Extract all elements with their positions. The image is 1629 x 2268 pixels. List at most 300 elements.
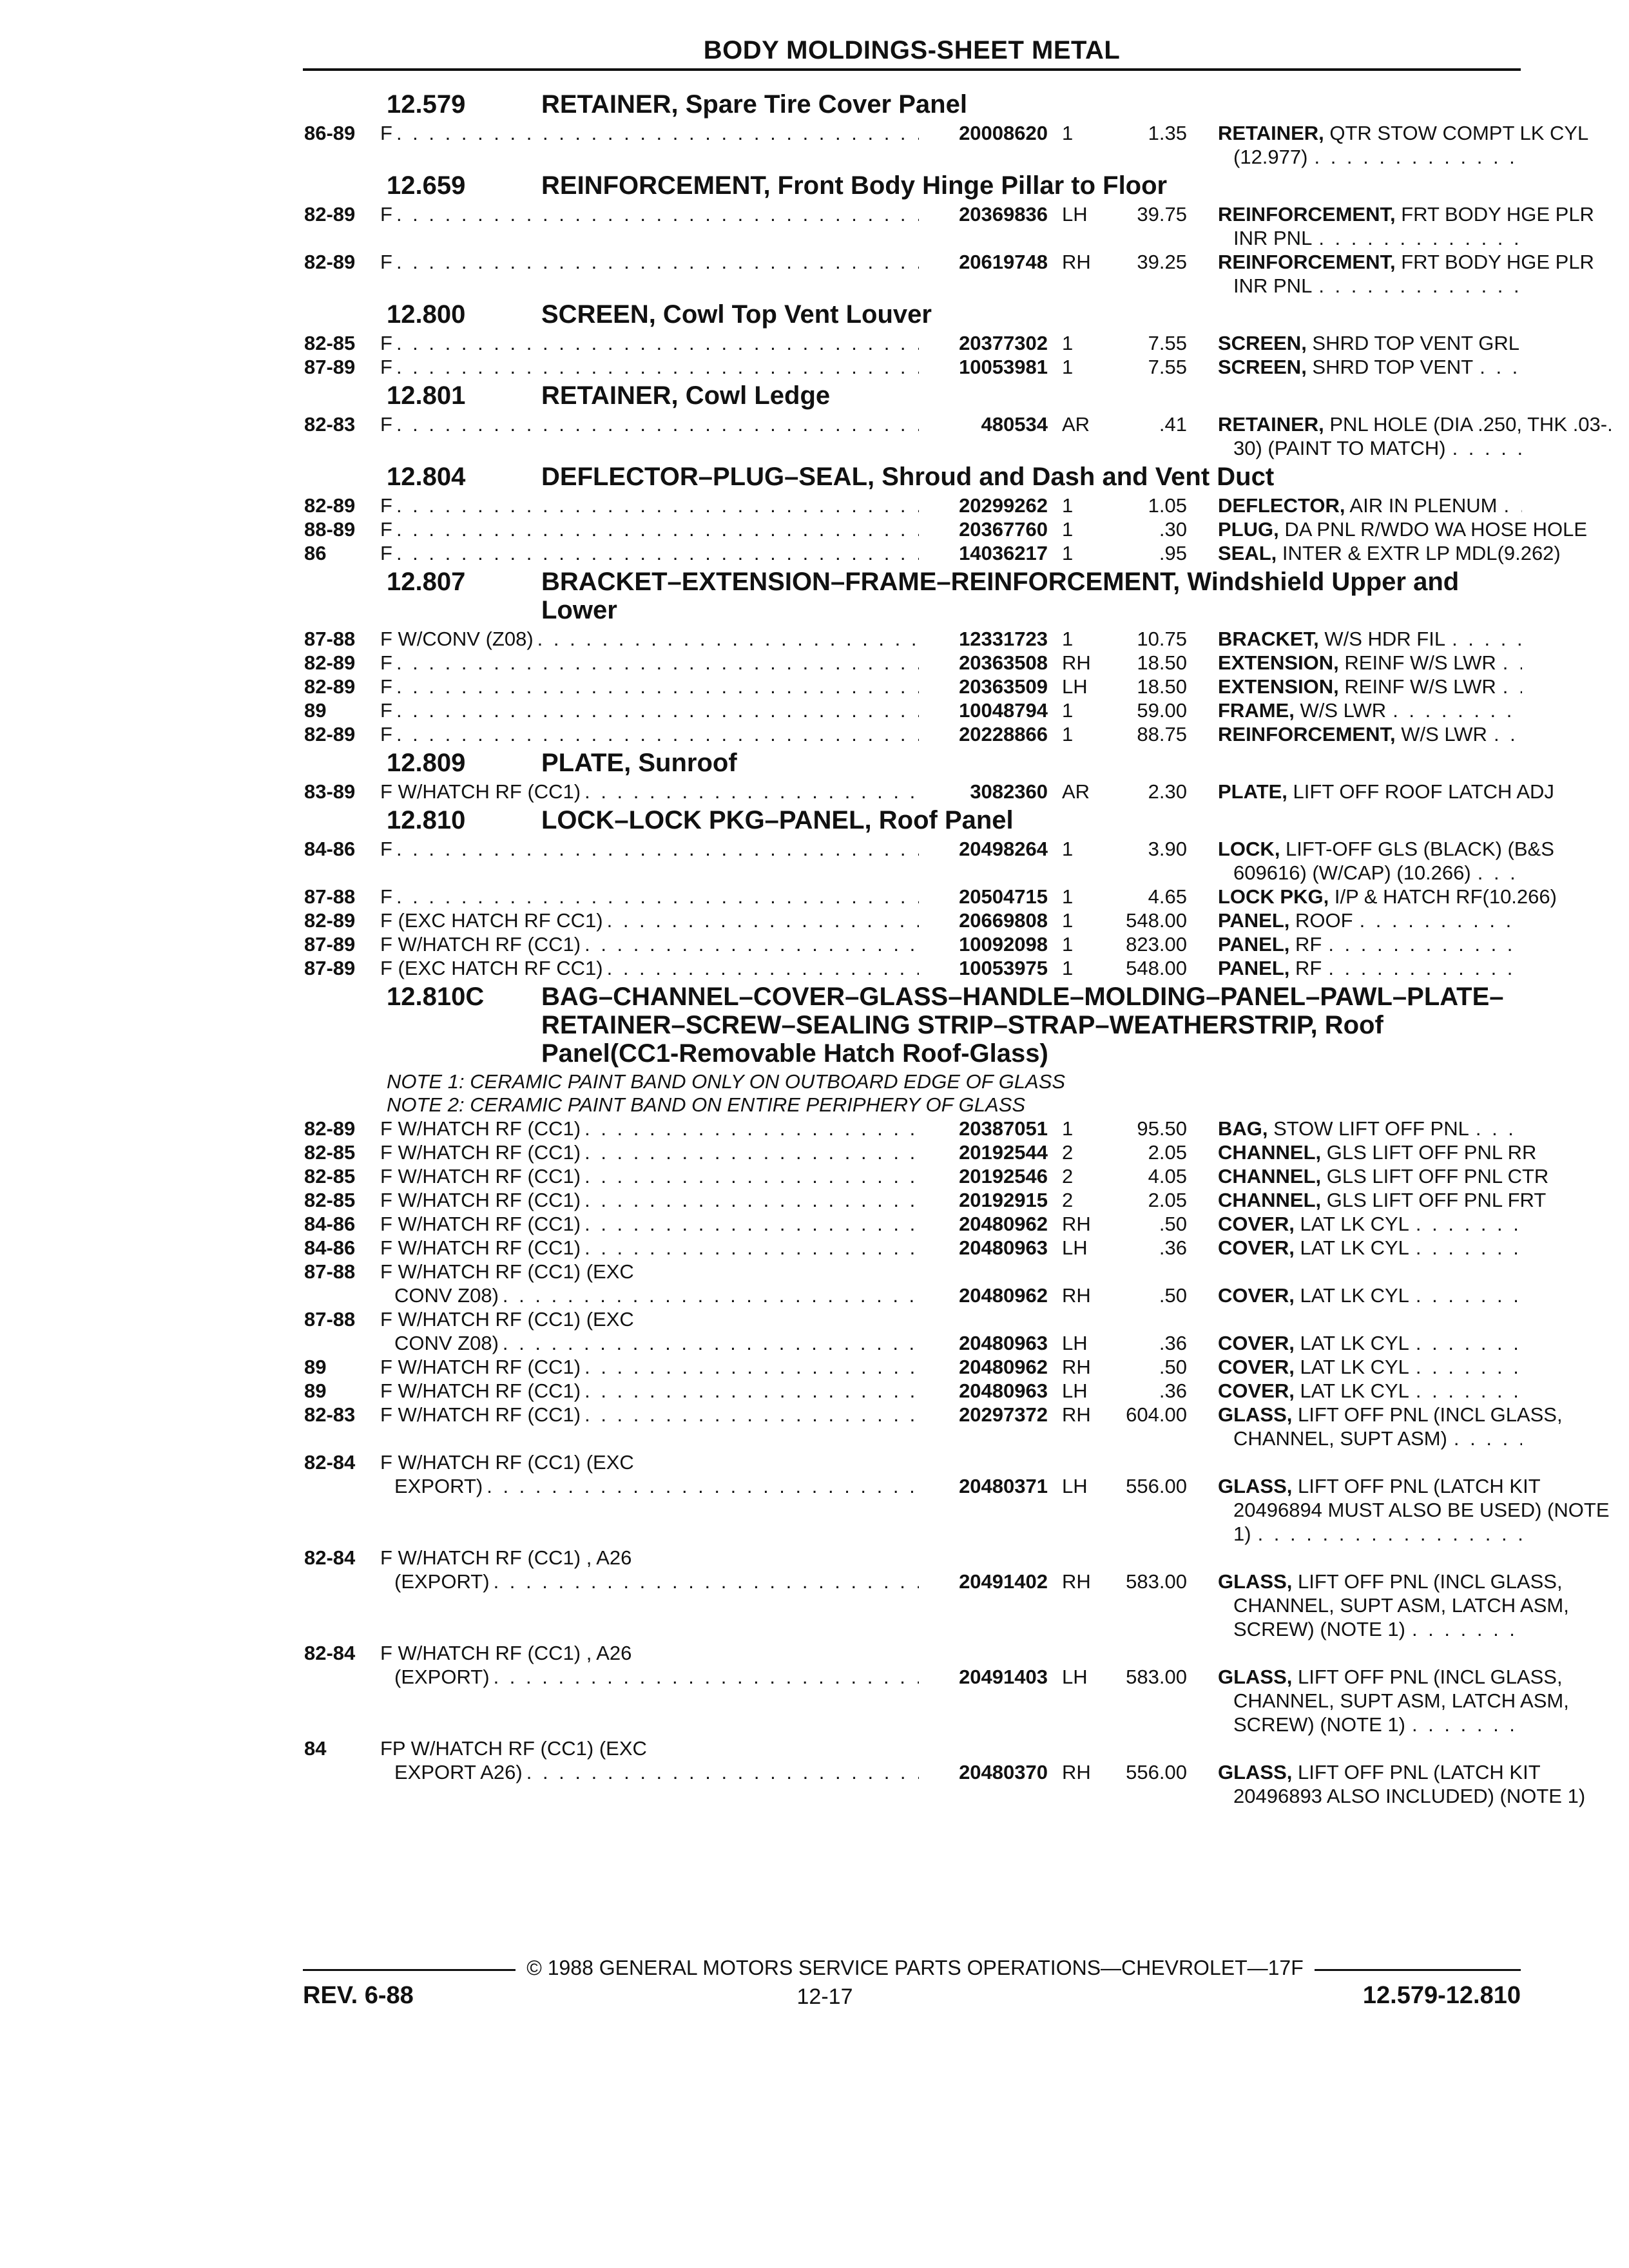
model-cell (380, 956, 1048, 980)
model-years: 84-86 (304, 1236, 356, 1259)
description-text (1218, 780, 1554, 803)
part-detail: LIFT OFF PNL (INCL GLASS, (1292, 1570, 1563, 1593)
part-number: 20480962 (959, 1356, 1048, 1378)
description-text (1218, 1188, 1546, 1212)
model-line (380, 627, 1048, 651)
part-name: PLUG, (1218, 518, 1279, 541)
model-line (380, 1760, 1048, 1784)
quantity: LH (1062, 1475, 1088, 1497)
quantity: 1 (1062, 838, 1074, 860)
model-text: F W/HATCH RF (CC1) , A26 (380, 1642, 632, 1664)
dot-leader (392, 722, 919, 746)
model-line (380, 780, 1048, 803)
model-cell (380, 675, 1048, 698)
description (1187, 1736, 1586, 1808)
part-number: 10053981 (959, 356, 1048, 378)
part-name: SCREEN, (1218, 332, 1307, 354)
model-cell (380, 250, 1048, 298)
description (1187, 1546, 1569, 1641)
model-cell (380, 1188, 1048, 1212)
part-row (304, 1379, 1522, 1403)
dot-leader (499, 1331, 919, 1355)
dot-leader (1496, 675, 1522, 698)
dot-leader (1498, 494, 1523, 517)
part-row (304, 517, 1588, 541)
description-text (1218, 1140, 1536, 1164)
model-line (380, 202, 1048, 226)
model-line (380, 1355, 1048, 1379)
model-text: F W/HATCH RF (CC1) (EXC (380, 1451, 634, 1474)
model-line (380, 1474, 1048, 1498)
description-text (1218, 1760, 1541, 1784)
dot-leader (581, 1403, 919, 1427)
description-text (1218, 121, 1588, 145)
part-detail: ROOF (1289, 909, 1353, 932)
part-detail: FRT BODY HGE PLR (1395, 251, 1594, 273)
part-name: REINFORCEMENT, (1218, 723, 1396, 745)
dot-leader (1548, 1164, 1555, 1188)
description-line (1218, 1570, 1563, 1593)
part-detail: LAT LK CYL (1294, 1356, 1409, 1378)
part-name: FRAME, (1218, 699, 1295, 722)
description-text (1218, 885, 1557, 908)
part-detail: QTR STOW COMPT LK CYL (1324, 122, 1589, 144)
model-years: 86-89 (304, 122, 356, 144)
model-text: F W/HATCH RF (CC1) (380, 1165, 581, 1187)
description-line (1218, 250, 1594, 274)
group-header (304, 171, 1522, 200)
quantity: RH (1062, 1284, 1091, 1307)
group-code: 12.579 (387, 90, 466, 119)
model-line (380, 1403, 1048, 1427)
description-line (1218, 1140, 1537, 1164)
description (1187, 1140, 1537, 1164)
description-text (1218, 722, 1487, 746)
part-number: 20363508 (959, 651, 1048, 674)
model-cell (380, 412, 1048, 460)
part-name: DEFLECTOR, (1218, 494, 1345, 517)
part-number: 14036217 (959, 542, 1048, 564)
description-line (1218, 1355, 1522, 1379)
group-header (304, 749, 1522, 777)
model-text: (EXPORT) (394, 1570, 490, 1593)
model-years: 82-89 (304, 675, 356, 698)
model-years: 82-89 (304, 494, 356, 517)
dot-leader (603, 908, 919, 932)
model-years: 82-89 (304, 651, 356, 674)
model-years: 82-84 (304, 1546, 356, 1569)
dot-leader (534, 627, 919, 651)
group-title: BRACKET–EXTENSION–FRAME–REINFORCEMENT, Windshield Upper and Lower (541, 568, 1460, 624)
part-name: SEAL, (1218, 542, 1277, 564)
description-line (1218, 1283, 1522, 1307)
description-text (1218, 1474, 1541, 1498)
part-number: 20192915 (959, 1189, 1048, 1211)
group-title: RETAINER, Cowl Ledge (541, 381, 831, 410)
dot-leader (1473, 355, 1522, 379)
price: 39.25 (1137, 251, 1187, 273)
dot-leader (392, 517, 919, 541)
price: 548.00 (1126, 957, 1187, 979)
model-text: F (380, 122, 392, 144)
description-line (1218, 517, 1588, 541)
description (1187, 541, 1561, 565)
description-line (1218, 1617, 1522, 1641)
part-number: 10048794 (959, 699, 1048, 722)
model-line (380, 412, 1048, 436)
description (1187, 1260, 1522, 1307)
dot-leader (1585, 1784, 1592, 1808)
model-line (380, 355, 1048, 379)
model-text: F W/HATCH RF (CC1) (380, 1356, 581, 1378)
part-row (304, 121, 1589, 169)
part-detail: GLS LIFT OFF PNL RR (1321, 1141, 1537, 1164)
dot-leader (523, 1760, 919, 1784)
model-text: F (380, 494, 392, 517)
quantity: RH (1062, 1356, 1091, 1378)
dot-leader (1587, 517, 1594, 541)
dot-leader (392, 331, 919, 355)
group-code: 12.810 (387, 806, 466, 834)
part-row (304, 1117, 1522, 1140)
description (1187, 355, 1522, 379)
part-number: 20367760 (959, 518, 1048, 541)
group-code: 12.800 (387, 300, 466, 329)
part-number: 20480370 (959, 1761, 1048, 1783)
description-line (1218, 1593, 1569, 1617)
description-text (1218, 698, 1386, 722)
price: .36 (1159, 1379, 1187, 1402)
dot-leader (1312, 274, 1522, 298)
model-cell (380, 1450, 1048, 1546)
dot-leader (1546, 1188, 1552, 1212)
part-name: REINFORCEMENT, (1218, 203, 1396, 226)
description-line (1218, 1498, 1610, 1522)
group-header (304, 463, 1522, 491)
description-line (1218, 932, 1522, 956)
dot-leader (581, 780, 919, 803)
dot-leader (392, 885, 919, 908)
model-line (380, 541, 1048, 565)
group-header (304, 983, 1522, 1068)
price: 7.55 (1148, 332, 1187, 354)
price: .95 (1159, 542, 1187, 564)
model-cell (380, 722, 1048, 746)
group-header (304, 568, 1522, 624)
dot-leader (581, 1379, 919, 1403)
description (1187, 956, 1522, 980)
description-line (1218, 1784, 1586, 1808)
price: 583.00 (1126, 1666, 1187, 1688)
part-name: BRACKET, (1218, 628, 1319, 650)
group-code: 12.659 (387, 171, 466, 200)
quantity: 1 (1062, 628, 1074, 650)
model-years: 89 (304, 1379, 327, 1402)
part-number: 20498264 (959, 838, 1048, 860)
model-line (380, 1641, 1048, 1665)
quantity: RH (1062, 1213, 1091, 1235)
model-line (380, 1212, 1048, 1236)
price: 10.75 (1137, 628, 1187, 650)
dot-leader (483, 1474, 919, 1498)
model-line (380, 1117, 1048, 1140)
model-text: F W/HATCH RF (CC1) (380, 1236, 581, 1259)
model-years: 88-89 (304, 518, 356, 541)
description-text (1218, 837, 1554, 861)
price: 59.00 (1137, 699, 1187, 722)
model-cell (380, 837, 1048, 885)
description (1187, 780, 1554, 803)
part-name: COVER, (1218, 1332, 1295, 1354)
part-name: RETAINER, (1218, 122, 1324, 144)
dot-leader (1519, 331, 1526, 355)
model-line (380, 1236, 1048, 1260)
part-row (304, 1164, 1549, 1188)
group-title: DEFLECTOR–PLUG–SEAL, Shroud and Dash and Vent Duct (541, 463, 1275, 491)
model-line (380, 121, 1048, 145)
model-text: F (380, 356, 392, 378)
price: 39.75 (1137, 203, 1187, 226)
part-number: 20387051 (959, 1117, 1048, 1140)
part-name: COVER, (1218, 1356, 1295, 1378)
part-row (304, 1736, 1586, 1808)
model-years: 82-89 (304, 1117, 356, 1140)
description-text: 1) (1233, 1523, 1251, 1545)
description-text (1218, 1403, 1563, 1427)
dot-leader (1469, 1117, 1522, 1140)
price: 95.50 (1137, 1117, 1187, 1140)
model-text: FP W/HATCH RF (CC1) (EXC (380, 1737, 647, 1760)
part-row (304, 885, 1557, 908)
model-line (380, 250, 1048, 274)
quantity: 1 (1062, 699, 1074, 722)
dot-leader (1554, 780, 1561, 803)
description-line (1218, 1331, 1522, 1355)
model-cell (380, 908, 1048, 932)
description (1187, 1188, 1547, 1212)
model-line (380, 1546, 1048, 1570)
price: 4.05 (1148, 1165, 1187, 1187)
part-row (304, 1641, 1569, 1736)
dot-leader (1405, 1713, 1522, 1736)
description-text (1218, 202, 1594, 226)
price: 556.00 (1126, 1761, 1187, 1783)
price: 4.65 (1148, 885, 1187, 908)
description-line (1218, 145, 1522, 169)
model-line (380, 1140, 1048, 1164)
model-text: F W/HATCH RF (CC1) (EXC (380, 1260, 634, 1283)
description (1187, 1403, 1563, 1450)
model-cell (380, 1164, 1048, 1188)
description-text (1218, 494, 1498, 517)
description-line (1218, 202, 1594, 226)
price: 18.50 (1137, 675, 1187, 698)
description-text (1218, 1212, 1409, 1236)
price: 583.00 (1126, 1570, 1187, 1593)
part-detail: GLS LIFT OFF PNL FRT (1321, 1189, 1547, 1211)
dot-leader (581, 1140, 919, 1164)
description-line (1218, 412, 1613, 436)
part-row (304, 1307, 1522, 1355)
group-title: PLATE, Sunroof (541, 749, 737, 777)
description-line (1218, 121, 1589, 145)
part-row (304, 698, 1522, 722)
part-number: 20619748 (959, 251, 1048, 273)
part-detail: REINF W/S LWR (1338, 651, 1496, 674)
quantity: 1 (1062, 542, 1074, 564)
model-text: F W/HATCH RF (CC1) (380, 933, 581, 956)
description (1187, 932, 1522, 956)
quantity: RH (1062, 1570, 1091, 1593)
part-name: GLASS, (1218, 1761, 1293, 1783)
part-detail: PNL HOLE (DIA .250, THK .03-. (1324, 413, 1613, 436)
description-text (1218, 1236, 1409, 1260)
part-name: LOCK, (1218, 838, 1280, 860)
description (1187, 412, 1613, 460)
model-cell (380, 494, 1048, 517)
model-cell (380, 780, 1048, 803)
description (1187, 1450, 1610, 1546)
description-text (1218, 331, 1519, 355)
part-name: GLASS, (1218, 1570, 1293, 1593)
model-text: F W/HATCH RF (CC1) (380, 1189, 581, 1211)
price: .50 (1159, 1356, 1187, 1378)
price: 88.75 (1137, 723, 1187, 745)
model-years: 87-88 (304, 1308, 356, 1331)
part-name: RETAINER, (1218, 413, 1324, 436)
price: 548.00 (1126, 909, 1187, 932)
part-name: CHANNEL, (1218, 1165, 1322, 1187)
model-line (380, 1736, 1048, 1760)
part-name: BAG, (1218, 1117, 1268, 1140)
description-text (1218, 1379, 1409, 1403)
description-line (1218, 1427, 1522, 1450)
price: 604.00 (1126, 1403, 1187, 1426)
description-line (1218, 722, 1522, 746)
dot-leader (392, 837, 919, 861)
part-detail: I/P & HATCH RF(10.266) (1329, 885, 1557, 908)
model-line (380, 1188, 1048, 1212)
group-header (304, 806, 1522, 834)
model-cell (380, 1117, 1048, 1140)
part-name: COVER, (1218, 1236, 1295, 1259)
price: .50 (1159, 1213, 1187, 1235)
description-line (1218, 698, 1522, 722)
price: 1.35 (1148, 122, 1187, 144)
model-cell (380, 1260, 1048, 1307)
part-row (304, 1140, 1537, 1164)
description (1187, 1164, 1549, 1188)
part-row (304, 675, 1522, 698)
model-line (380, 698, 1048, 722)
description-text: SCREW) (NOTE 1) (1233, 1713, 1405, 1736)
model-text: F W/HATCH RF (CC1) (380, 1141, 581, 1164)
description-line (1218, 956, 1522, 980)
dot-leader (581, 1236, 919, 1260)
model-text: F (EXC HATCH RF CC1) (380, 909, 603, 932)
part-detail: AIR IN PLENUM (1345, 494, 1498, 517)
model-years: 84 (304, 1737, 327, 1760)
model-years: 87-88 (304, 885, 356, 908)
model-text: F (380, 838, 392, 860)
group-code: 12.801 (387, 381, 466, 410)
part-row (304, 541, 1561, 565)
part-detail: LIFT-OFF GLS (BLACK) (B&S (1280, 838, 1554, 860)
part-detail: W/S HDR FIL (1318, 628, 1446, 650)
model-text: EXPORT A26) (394, 1761, 523, 1783)
model-cell (380, 202, 1048, 250)
dot-leader (1386, 698, 1522, 722)
dot-leader (1496, 651, 1522, 675)
description-line (1218, 1689, 1569, 1713)
description-text (1218, 412, 1613, 436)
model-years: 87-88 (304, 628, 356, 650)
model-line (380, 1260, 1048, 1283)
description (1187, 1117, 1522, 1140)
description (1187, 651, 1522, 675)
part-number: 480534 (981, 413, 1048, 436)
model-cell (380, 355, 1048, 379)
dot-leader (1405, 1617, 1522, 1641)
part-detail: LAT LK CYL (1294, 1213, 1409, 1235)
quantity: LH (1062, 1236, 1088, 1259)
part-name: COVER, (1218, 1379, 1295, 1402)
description-text (1218, 1331, 1409, 1355)
group-code: 12.807 (387, 568, 466, 596)
dot-leader (1409, 1212, 1522, 1236)
part-detail: LIFT OFF PNL (INCL GLASS, (1292, 1666, 1563, 1688)
description-text (1218, 675, 1496, 698)
model-line (380, 1665, 1048, 1689)
description-line (1218, 355, 1522, 379)
part-number: 20480963 (959, 1379, 1048, 1402)
quantity: AR (1062, 780, 1090, 803)
dot-leader (1312, 226, 1522, 250)
description-line (1218, 780, 1554, 803)
price: 2.30 (1148, 780, 1187, 803)
header-rule (303, 68, 1521, 71)
description-text (1218, 1665, 1563, 1689)
part-row (304, 202, 1594, 250)
part-number: 20228866 (959, 723, 1048, 745)
part-number: 20192546 (959, 1165, 1048, 1187)
footer-rule-right (1315, 1969, 1521, 1971)
dot-leader (1447, 1427, 1522, 1450)
model-years: 87-88 (304, 1260, 356, 1283)
model-cell (380, 1379, 1048, 1403)
description-line (1218, 1212, 1522, 1236)
dot-leader (1536, 1140, 1543, 1164)
description (1187, 494, 1522, 517)
model-cell (380, 1641, 1048, 1736)
dot-leader (1322, 932, 1522, 956)
description (1187, 517, 1588, 541)
model-text: F W/HATCH RF (CC1) (380, 1213, 581, 1235)
description-text: SCREW) (NOTE 1) (1233, 1618, 1405, 1640)
price: 2.05 (1148, 1189, 1187, 1211)
description-text (1218, 956, 1322, 980)
part-detail: LIFT OFF PNL (INCL GLASS, (1292, 1403, 1563, 1426)
parts-listing (304, 88, 1613, 1808)
part-row (304, 494, 1522, 517)
description-line (1218, 627, 1522, 651)
description-line (1218, 1164, 1549, 1188)
part-name: PANEL, (1218, 909, 1290, 932)
model-years: 82-85 (304, 332, 356, 354)
group-code: 12.809 (387, 749, 466, 777)
description-text: INR PNL (1233, 274, 1313, 297)
footer-copyright: © 1988 GENERAL MOTORS SERVICE PARTS OPERATIONS—CHEVROLET—17F (526, 1956, 1304, 1979)
